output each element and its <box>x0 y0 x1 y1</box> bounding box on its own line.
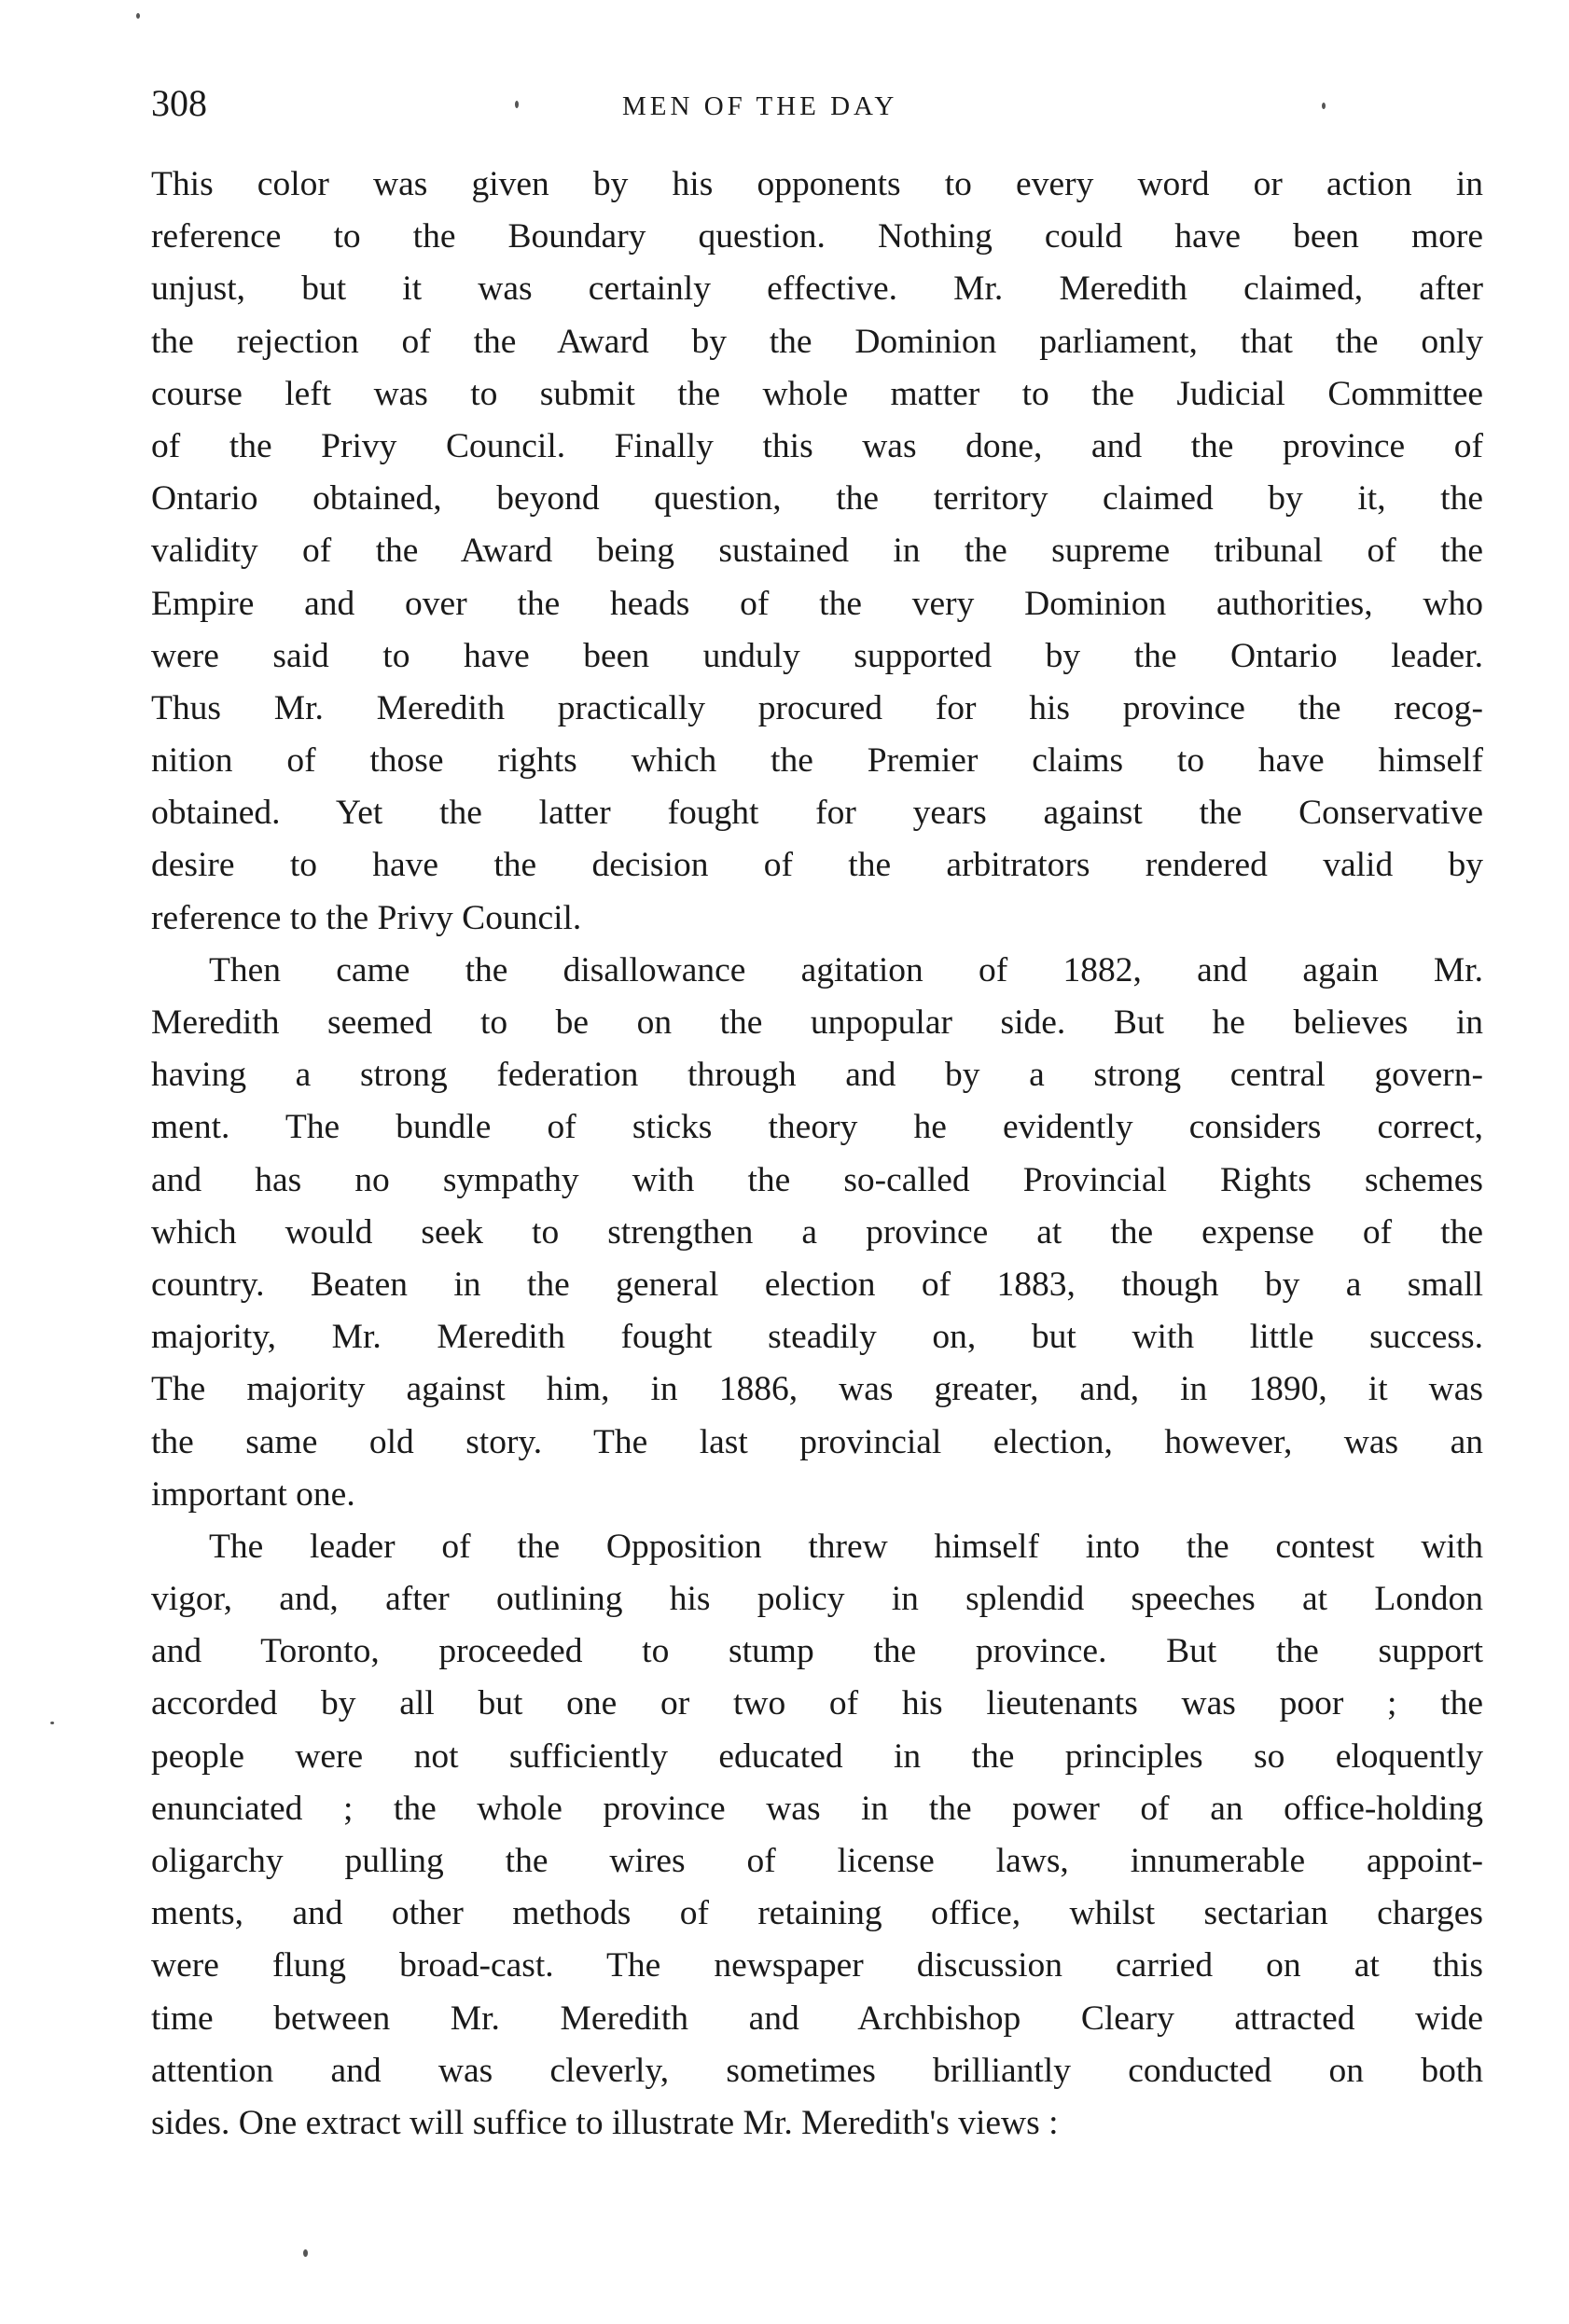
text-line: were flung broad-cast. The newspaper discussion carried on at this <box>151 1946 1483 1985</box>
text-line: ments, and other methods of retaining office, whilst sectarian charges <box>151 1894 1483 1933</box>
text-line: the rejection of the Award by the Dominion parliament, that the only <box>151 322 1483 361</box>
text-line: Ontario obtained, beyond question, the territory claimed by it, the <box>151 479 1483 519</box>
text-line: reference to the Boundary question. Nothing could have been more <box>151 217 1483 256</box>
text-line: which would seek to strengthen a province at the expense of the <box>151 1212 1483 1252</box>
scan-speck <box>136 13 140 19</box>
scan-speck <box>515 101 519 108</box>
text-line: country. Beaten in the general election of 1883, though by a small <box>151 1265 1483 1304</box>
text-line: obtained. Yet the latter fought for years against the Conservative <box>151 794 1483 833</box>
text-line: Then came the disallowance agitation of 1882, and again Mr. <box>209 950 1483 989</box>
text-line: Meredith seemed to be on the unpopular side. But he believes in <box>151 1003 1483 1042</box>
text-line: attention and was cleverly, sometimes brilliantly conducted on both <box>151 2051 1483 2090</box>
body-text <box>151 159 1483 2150</box>
text-line: nition of those rights which the Premier claims to have himself <box>151 741 1483 781</box>
scan-speck <box>303 2249 308 2257</box>
text-line: and Toronto, proceeded to stump the province. But the support <box>151 1632 1483 1671</box>
text-line: sides. One extract will suffice to illustrate Mr. Meredith's views : <box>151 2103 1059 2142</box>
text-line: time between Mr. Meredith and Archbishop Cleary attracted wide <box>151 1999 1483 2038</box>
running-title: MEN OF THE DAY <box>622 91 898 121</box>
text-line: the same old story. The last provincial election, however, was an <box>151 1422 1483 1461</box>
text-line: validity of the Award being sustained in the supreme tribunal of the <box>151 532 1483 571</box>
paragraph <box>151 159 1483 945</box>
text-line: vigor, and, after outlining his policy in splendid speeches at London <box>151 1580 1483 1619</box>
text-line: having a strong federation through and by a strong central govern- <box>151 1056 1483 1095</box>
text-line: important one. <box>151 1474 355 1514</box>
text-line: ment. The bundle of sticks theory he evidently considers correct, <box>151 1108 1483 1147</box>
text-line: The majority against him, in 1886, was greater, and, in 1890, it was <box>151 1370 1483 1409</box>
paragraph <box>151 945 1483 1521</box>
text-line: of the Privy Council. Finally this was done, and the province of <box>151 426 1483 465</box>
text-line: accorded by all but one or two of his lieutenants was poor ; the <box>151 1684 1483 1723</box>
text-line: Empire and over the heads of the very Dominion authorities, who <box>151 584 1483 623</box>
scan-speck <box>50 1722 54 1724</box>
text-line: desire to have the decision of the arbitrators rendered valid by <box>151 846 1483 885</box>
text-line: people were not sufficiently educated in the principles so eloquently <box>151 1736 1483 1776</box>
text-line: and has no sympathy with the so-called Provincial Rights schemes <box>151 1160 1483 1199</box>
text-line: reference to the Privy Council. <box>151 898 582 937</box>
page-number: 308 <box>151 82 207 124</box>
text-line: The leader of the Opposition threw himself into the contest with <box>209 1527 1483 1566</box>
text-line: were said to have been unduly supported by the Ontario leader. <box>151 636 1483 675</box>
scan-speck <box>1322 103 1326 109</box>
text-line: unjust, but it was certainly effective. Mr. Meredith claimed, after <box>151 270 1483 309</box>
text-line: Thus Mr. Meredith practically procured for his province the recog- <box>151 688 1483 727</box>
text-line: This color was given by his opponents to every word or action in <box>151 165 1483 203</box>
text-line: course left was to submit the whole matter to the Judicial Committee <box>151 374 1483 413</box>
text-line: majority, Mr. Meredith fought steadily on, but with little success. <box>151 1318 1483 1357</box>
text-line: oligarchy pulling the wires of license laws, innumerable appoint- <box>151 1842 1483 1880</box>
running-head <box>151 80 1485 136</box>
text-line: enunciated ; the whole province was in the power of an office-holding <box>151 1789 1483 1828</box>
paragraph <box>151 1521 1483 2150</box>
